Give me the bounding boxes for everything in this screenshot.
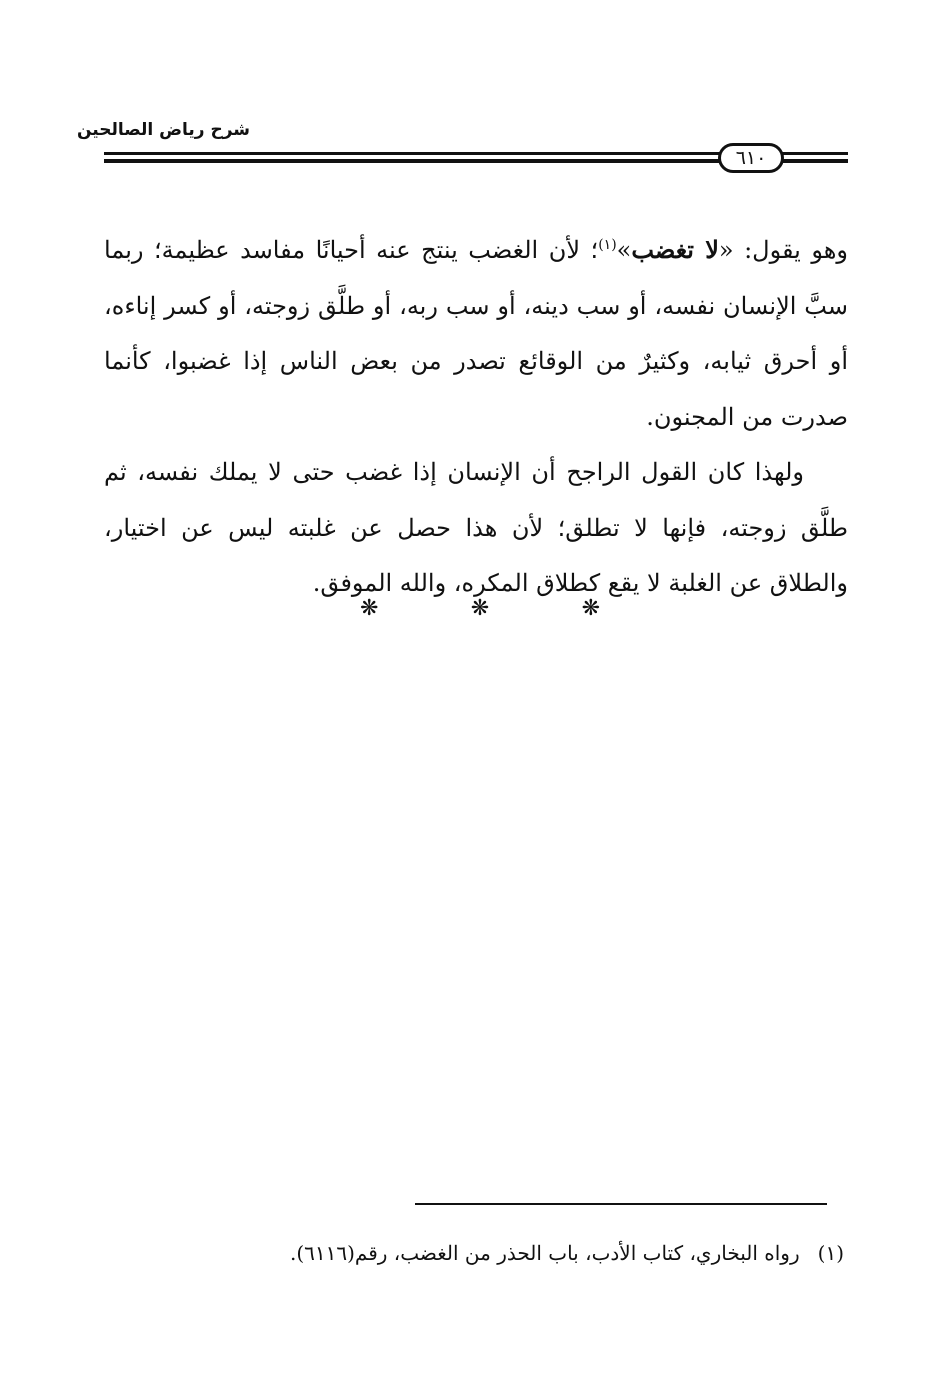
main-text xyxy=(104,222,848,612)
star-ornament-icon: ❋ xyxy=(360,596,379,621)
footnote xyxy=(104,1238,844,1268)
footnote-reference[interactable]: (١) xyxy=(598,237,617,253)
footnote-marker: (١) xyxy=(817,1241,844,1265)
hadith-quote: لا تغضب xyxy=(631,235,719,264)
page-number: ٦١٠ xyxy=(718,143,784,173)
quote-close: » xyxy=(616,236,632,264)
footnote-text: رواه البخاري، كتاب الأدب، باب الحذر من الغضب، رقم(٦١١٦). xyxy=(289,1241,800,1265)
star-ornament-icon: ❋ xyxy=(470,596,490,621)
paragraph-1-body: ؛ لأن الغضب ينتج عنه أحيانًا مفاسد عظيمة؛ ربما سبَّ الإنسان نفسه، أو سب دينه، أو سب ربه، أو طلَّق زوجته، أو كسر إناءه، أو أحرق ثيابه، وكثيرٌ من الوقائع تصدر من بعض الناس إذا غضبوا، كأنما صدرت من المجنون. xyxy=(104,236,848,431)
star-ornament-icon: ❋ xyxy=(581,596,600,621)
footnote-divider xyxy=(415,1203,827,1205)
section-separator xyxy=(360,596,600,621)
paragraph-1-intro: وهو يقول: « xyxy=(718,236,848,264)
paragraph-2: ولهذا كان القول الراجح أن الإنسان إذا غضب حتى لا يملك نفسه، ثم طلَّق زوجته، فإنها لا تطلق؛ لأن هذا حصل عن غلبته ليس عن اختيار، والطلاق عن الغلبة لا يقع كطلاق المكره، والله الموفق. xyxy=(104,458,848,597)
paragraph-1 xyxy=(104,222,848,445)
running-title: شرح رياض الصالحين xyxy=(76,120,250,140)
